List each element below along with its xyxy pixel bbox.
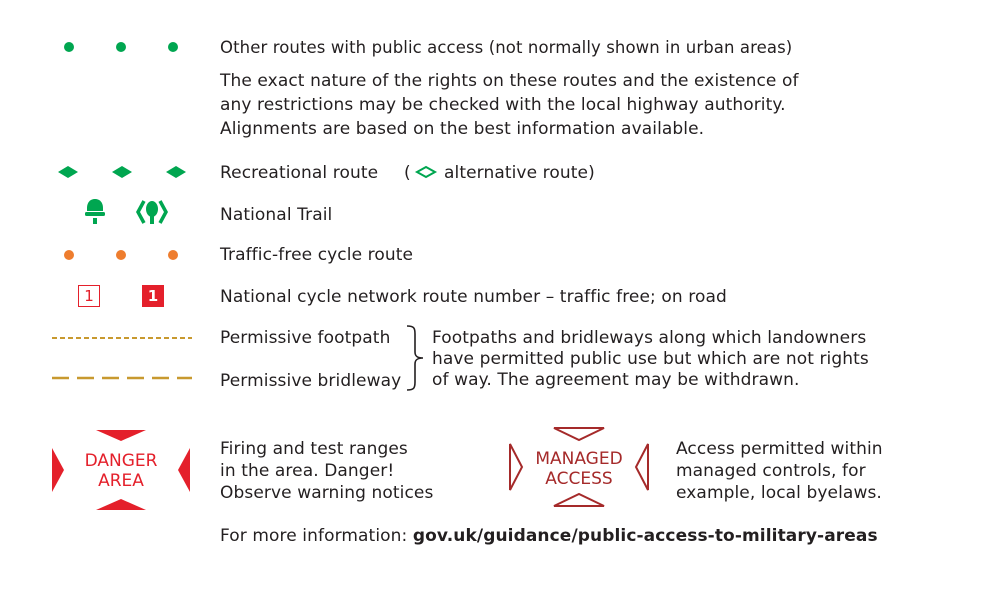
- green-diamond-symbol: [58, 166, 78, 178]
- permissive-bridleway-line: [52, 376, 192, 380]
- other-routes-note-line: Alignments are based on the best information available.: [220, 119, 705, 139]
- alt-route-open-paren: (: [404, 163, 411, 183]
- other-routes-note-line: any restrictions may be checked with the local highway authority.: [220, 95, 786, 115]
- danger-area-desc-line: Firing and test ranges: [220, 439, 408, 459]
- alternative-route-diamond-icon: [416, 166, 436, 178]
- brace-icon: [404, 324, 426, 392]
- cycle-network-label: National cycle network route number – traffic free; on road: [220, 287, 727, 307]
- cycle-network-traffic-free-number: 1: [78, 285, 100, 307]
- acorn-icon: [84, 198, 106, 226]
- managed-access-desc-line: Access permitted within: [676, 439, 883, 459]
- more-info: [220, 525, 878, 547]
- managed-access-line1: MANAGED: [535, 449, 623, 469]
- green-dot-symbol: [168, 42, 178, 52]
- other-routes-note-line: The exact nature of the rights on these routes and the existence of: [220, 71, 799, 91]
- recreational-route-label: Recreational route: [220, 163, 379, 183]
- green-diamond-symbol: [166, 166, 186, 178]
- managed-access-desc-line: example, local byelaws.: [676, 483, 882, 503]
- orange-dot-symbol: [64, 250, 74, 260]
- green-diamond-symbol: [112, 166, 132, 178]
- permissive-note-line: Footpaths and bridleways along which landowners: [432, 328, 867, 348]
- permissive-bridleway-label: Permissive bridleway: [220, 371, 402, 391]
- permissive-note-line: have permitted public use but which are not rights: [432, 349, 869, 369]
- cycle-network-on-road-number: 1: [142, 285, 164, 307]
- national-trail-label: National Trail: [220, 205, 333, 225]
- more-info-prefix: For more information:: [220, 526, 408, 546]
- danger-area-line2: AREA: [98, 471, 144, 491]
- danger-area-line1: DANGER: [84, 451, 158, 471]
- green-dot-symbol: [116, 42, 126, 52]
- other-routes-label: Other routes with public access (not normally shown in urban areas): [220, 38, 793, 57]
- managed-access-line2: ACCESS: [545, 469, 613, 489]
- permissive-note-line: of way. The agreement may be withdrawn.: [432, 370, 800, 390]
- orange-dot-symbol: [168, 250, 178, 260]
- orange-dot-symbol: [116, 250, 126, 260]
- cycle-route-label: Traffic-free cycle route: [220, 245, 414, 265]
- green-dot-symbol: [64, 42, 74, 52]
- alternative-route-label: alternative route): [444, 163, 595, 183]
- managed-access-desc-line: managed controls, for: [676, 461, 866, 481]
- permissive-footpath-label: Permissive footpath: [220, 328, 391, 348]
- permissive-footpath-line: [52, 336, 192, 340]
- thistle-icon: [134, 198, 170, 226]
- danger-area-desc-line: in the area. Danger!: [220, 461, 395, 481]
- danger-area-desc-line: Observe warning notices: [220, 483, 434, 503]
- more-info-link[interactable]: gov.uk/guidance/public-access-to-military-areas: [412, 526, 878, 546]
